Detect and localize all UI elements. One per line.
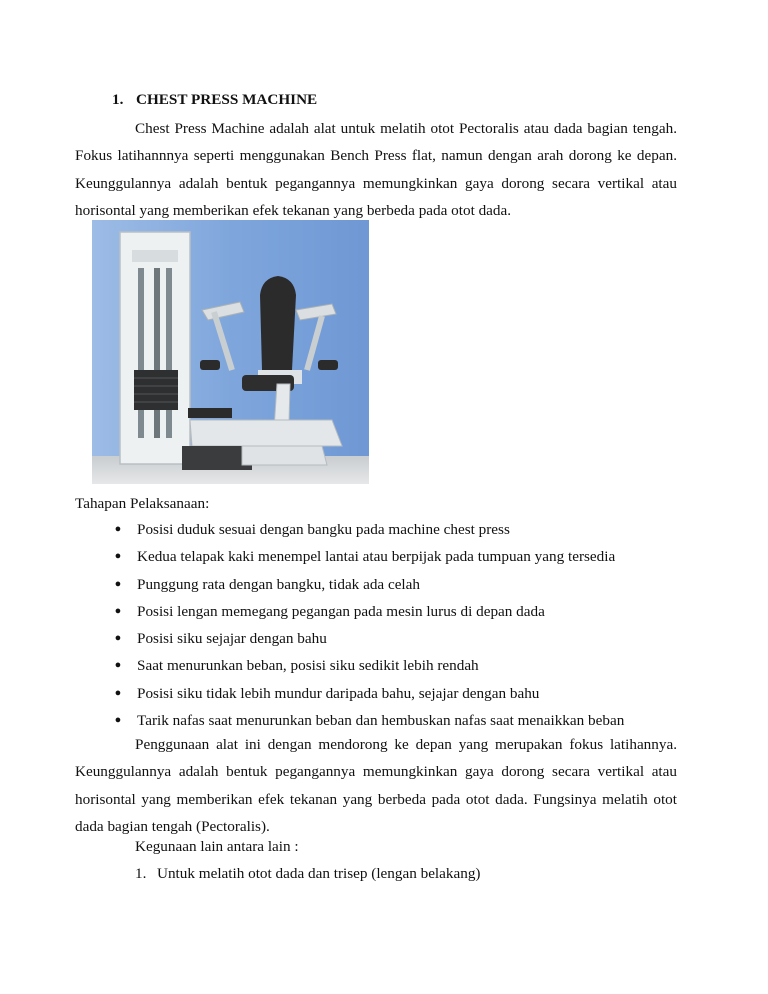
bullet-icon: ● [114, 659, 122, 672]
bullet-icon: ● [114, 686, 122, 699]
other-uses-number: 1. [135, 865, 147, 882]
intro-paragraph-text: Chest Press Machine adalah alat untuk melatih otot Pectoralis atau dada bagian tengah. Fokus latihannnya seperti menggunakan Bench Press flat, namun dengan arah dorong ke depan. Keunggulannya adalah bentuk pegangannya memungkinkan gaya dorong secara vertikal atau horisontal yang memberikan efek tekanan yang berbeda pada otot dada. [75, 120, 677, 219]
list-item: ● Posisi siku sejajar dengan bahu [113, 625, 624, 652]
other-uses-text: Untuk melatih otot dada dan trisep (lengan belakang) [157, 865, 481, 882]
list-item: ● Posisi lengan memegang pegangan pada mesin lurus di depan dada [113, 598, 624, 625]
chest-press-machine-photo [92, 220, 369, 484]
list-item: ● Punggung rata dengan bangku, tidak ada celah [113, 571, 624, 598]
second-paragraph-text: Penggunaan alat ini dengan mendorong ke depan yang merupakan fokus latihannya. Keunggulannya adalah bentuk pegangannya memungkinkan gaya dorong secara vertikal atau horisontal yang memberikan efek tekanan yang berbeda pada otot dada. Fungsinya melatih otot dada bagian tengah (Pectoralis). [75, 736, 677, 835]
intro-paragraph [75, 115, 677, 224]
list-item: ● Posisi duduk sesuai dengan bangku pada machine chest press [113, 516, 624, 543]
left-handle [200, 360, 220, 370]
steps-title: Tahapan Pelaksanaan: [75, 495, 210, 512]
other-uses-title: Kegunaan lain antara lain : [135, 838, 299, 855]
bullet-icon: ● [114, 632, 122, 645]
second-paragraph [75, 731, 677, 840]
steps-list [113, 516, 624, 734]
bullet-icon: ● [114, 523, 122, 535]
section-heading [112, 90, 317, 110]
bullet-icon: ● [114, 714, 122, 727]
list-item: ● Saat menurunkan beban, posisi siku sedikit lebih rendah [113, 652, 624, 679]
foot-rest [188, 408, 232, 418]
other-uses-list [135, 863, 480, 885]
machine-backrest [260, 276, 296, 370]
right-handle [318, 360, 338, 370]
section-number: 1. [112, 91, 124, 108]
list-item: ● Tarik nafas saat menurunkan beban dan hembuskan nafas saat menaikkan beban [113, 707, 624, 734]
section-title: CHEST PRESS MACHINE [136, 91, 318, 108]
weight-plates [134, 370, 178, 410]
list-item: ● Kedua telapak kaki menempel lantai atau berpijak pada tumpuan yang tersedia [113, 543, 624, 570]
bullet-icon: ● [114, 577, 122, 590]
list-item: ● Posisi siku tidak lebih mundur daripada bahu, sejajar dengan bahu [113, 680, 624, 707]
bullet-icon: ● [114, 550, 122, 563]
bullet-icon: ● [114, 604, 122, 617]
